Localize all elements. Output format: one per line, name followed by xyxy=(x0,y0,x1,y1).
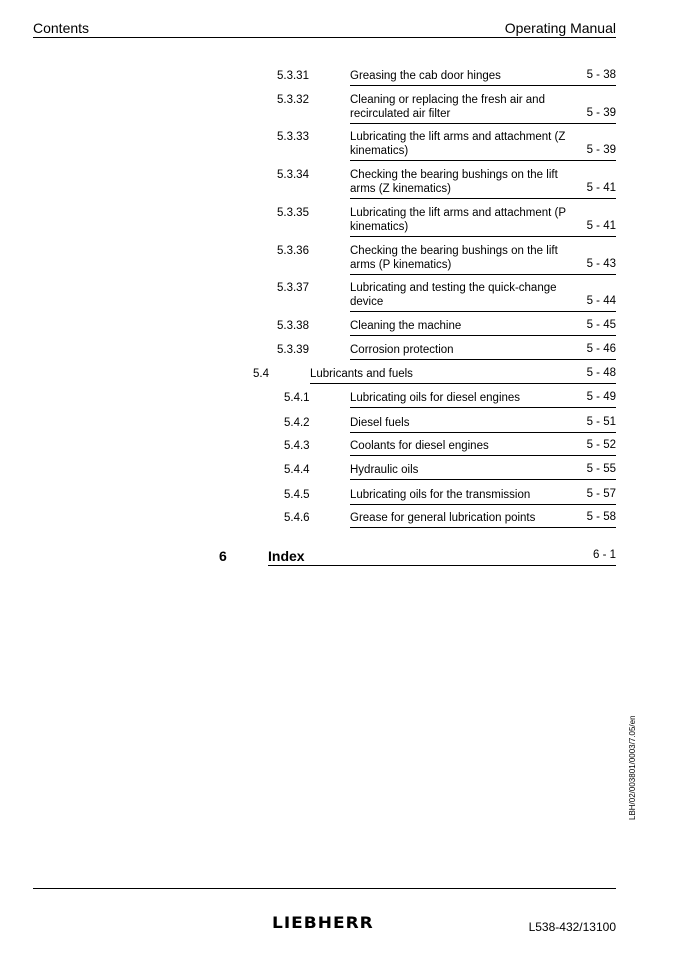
toc-entry-title: Greasing the cab door hinges xyxy=(350,70,501,82)
toc-entry-title-row xyxy=(268,549,616,566)
toc-entry-title-row xyxy=(350,168,616,199)
toc-entry-page: 5 - 45 xyxy=(586,319,616,331)
toc-entry-page: 5 - 57 xyxy=(586,488,616,500)
toc-entry-title-row xyxy=(350,93,616,124)
toc-entry-title-row xyxy=(350,488,616,505)
toc-entry-title: Grease for general lubrication points xyxy=(350,512,536,524)
toc-entry-title-row xyxy=(350,244,616,275)
toc-entry-number: 5.4.3 xyxy=(284,440,310,452)
header-divider xyxy=(33,37,616,38)
toc-entry-title-row xyxy=(350,69,616,86)
toc-entry-title-row xyxy=(350,439,616,456)
toc-entry-title-row xyxy=(350,343,616,360)
toc-entry-page: 5 - 55 xyxy=(586,463,616,475)
toc-entry-title: Lubricating oils for the transmission xyxy=(350,489,531,501)
toc-entry-title: Lubricating the lift arms and attachment (Z kinematics) xyxy=(350,131,566,157)
toc-entry-number: 5.4.1 xyxy=(284,392,310,404)
toc-entry-page: 5 - 44 xyxy=(586,295,616,307)
toc-entry-page: 5 - 58 xyxy=(586,511,616,523)
toc-entry-title: Diesel fuels xyxy=(350,417,410,429)
toc-entry-number: 5.3.36 xyxy=(277,245,309,257)
toc-entry-number: 5.3.35 xyxy=(277,207,309,219)
toc-entry-number: 5.3.31 xyxy=(277,70,309,82)
toc-entry-title: Lubricants and fuels xyxy=(310,368,413,380)
toc-entry-page: 5 - 43 xyxy=(586,258,616,270)
header-manual-title: Operating Manual xyxy=(504,20,616,36)
toc-entry-page: 5 - 38 xyxy=(586,69,616,81)
toc-entry-title: Corrosion protection xyxy=(350,344,454,356)
toc-entry-number: 5.3.34 xyxy=(277,169,309,181)
toc-entry-page: 5 - 41 xyxy=(586,220,616,232)
toc-entry-number: 5.4.5 xyxy=(284,489,310,501)
toc-entry-page: 5 - 52 xyxy=(586,439,616,451)
toc-entry-title-row xyxy=(350,511,616,528)
toc-entry-title-row xyxy=(310,367,616,384)
toc-entry-page: 5 - 48 xyxy=(586,367,616,379)
toc-entry-title: Lubricating oils for diesel engines xyxy=(350,392,521,404)
toc-entry-title-row xyxy=(350,391,616,408)
toc-entry-number: 5.4.2 xyxy=(284,417,310,429)
toc-entry-title-row xyxy=(350,463,616,480)
toc-entry-title: Lubricating the lift arms and attachment (P kinematics) xyxy=(350,207,566,233)
toc-entry-page: 6 - 1 xyxy=(592,549,616,561)
footer-divider xyxy=(33,888,616,889)
toc-entry-number: 5.4.6 xyxy=(284,512,310,524)
toc-entry-title-row xyxy=(350,319,616,336)
toc-entry-number: 6 xyxy=(219,548,227,564)
toc-entry-title: Checking the bearing bushings on the lift arms (Z kinematics) xyxy=(350,169,558,195)
toc-entry-title: Lubricating and testing the quick-change device xyxy=(350,282,557,308)
toc-entry-number: 5.3.38 xyxy=(277,320,309,332)
toc-entry-number: 5.3.39 xyxy=(277,344,309,356)
toc-entry-title: Checking the bearing bushings on the lift arms (P kinematics) xyxy=(350,245,558,271)
toc-entry-title-row xyxy=(350,281,616,312)
document-reference-code: LBH/02/003801/0003/7.05/en xyxy=(628,715,637,820)
toc-entry-title: Coolants for diesel engines xyxy=(350,440,489,452)
toc-entry-number: 5.4.4 xyxy=(284,464,310,476)
toc-entry-title-row xyxy=(350,416,616,433)
toc-entry-page: 5 - 51 xyxy=(586,416,616,428)
toc-entry-page: 5 - 41 xyxy=(586,182,616,194)
footer-document-code: L538-432/13100 xyxy=(528,920,616,934)
toc-entry-number: 5.4 xyxy=(253,368,269,380)
toc-entry-number: 5.3.37 xyxy=(277,282,309,294)
toc-entry-page: 5 - 39 xyxy=(586,144,616,156)
toc-entry-page: 5 - 46 xyxy=(586,343,616,355)
toc-entry-number: 5.3.33 xyxy=(277,131,309,143)
toc-entry-title-row xyxy=(350,206,616,237)
toc-entry-title: Cleaning the machine xyxy=(350,320,462,332)
header-section-title: Contents xyxy=(33,20,90,36)
toc-entry-number: 5.3.32 xyxy=(277,94,309,106)
toc-entry-title-row xyxy=(350,130,616,161)
liebherr-logo: LIEBHERR xyxy=(272,913,374,933)
toc-entry-title: Index xyxy=(268,548,305,564)
toc-entry-page: 5 - 39 xyxy=(586,107,616,119)
toc-entry-title: Cleaning or replacing the fresh air and recirculated air filter xyxy=(350,94,545,120)
toc-entry-title: Hydraulic oils xyxy=(350,464,419,476)
toc-entry-page: 5 - 49 xyxy=(586,391,616,403)
